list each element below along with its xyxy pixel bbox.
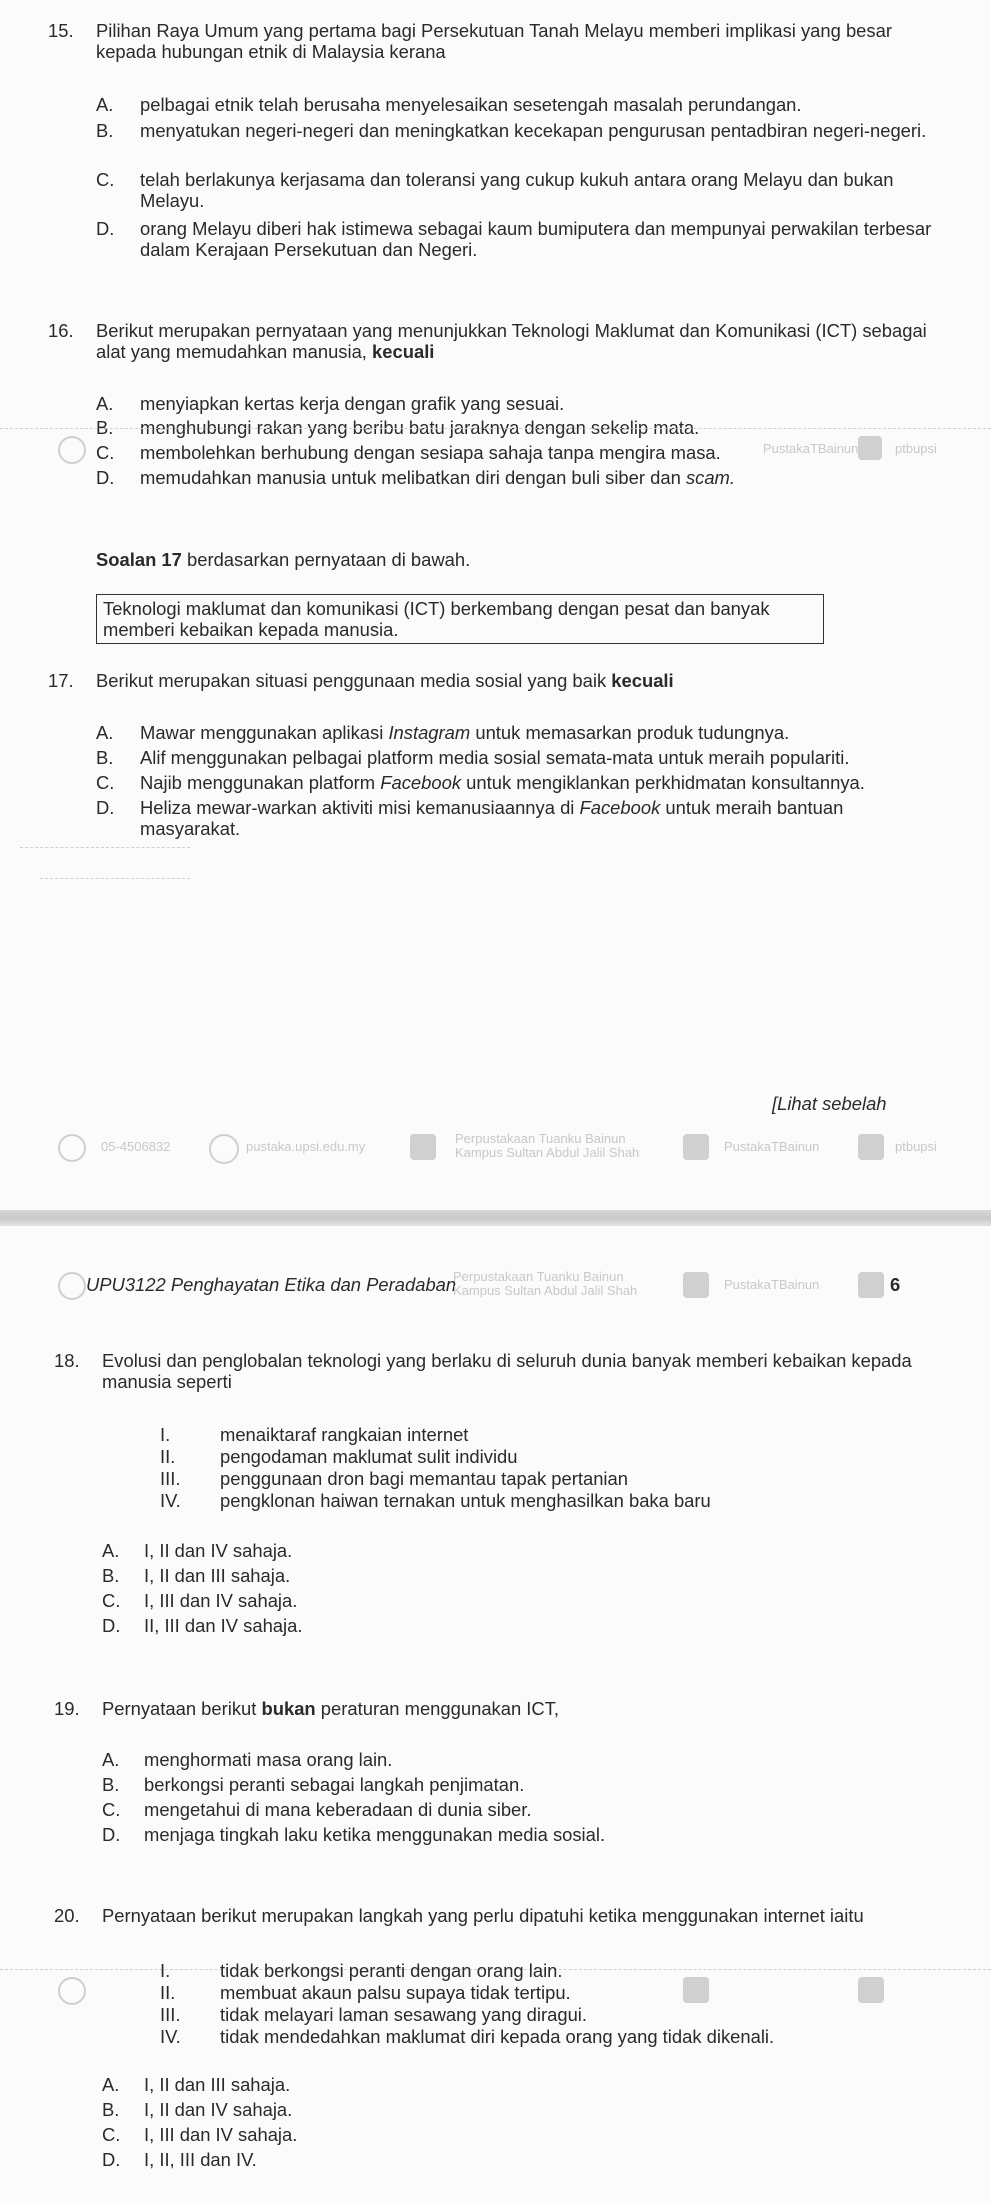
scan-artifact-line — [20, 847, 190, 848]
watermark-twitter: PustakaTBainun — [724, 1139, 820, 1154]
watermark-instagram: ptbupsi — [895, 1139, 937, 1154]
question-number: 17. — [48, 670, 74, 691]
question-number: 15. — [48, 20, 74, 41]
question-text: Berikut merupakan pernyataan yang menunjukkan Teknologi Maklumat dan Komunikasi (ICT) sebagai alat yang memudahkan manusia, kecuali — [96, 320, 927, 362]
phone-icon — [58, 1272, 86, 1300]
instagram-icon — [858, 1272, 884, 1298]
exam-page-5: 15. Pilihan Raya Umum yang pertama bagi Persekutuan Tanah Melayu memberi implikasi yang besar kepada hubungan etnik di Malaysia kerana A. pelbagai etnik telah berusaha menyelesaikan sesetengah masalah perundangan. B. menyatukan negeri-negeri dan meningkatkan kecekapan pengurusan pentadbiran negeri-negeri. C. telah berlakunya kerjasama dan toleransi yang cukup kukuh antara orang Melayu dan bukan Melayu. D. orang Melayu diberi hak istimewa sebagai kaum bumiputera dan mempunyai perwakilan terbesar dalam Kerajaan Persekutuan dan Negeri. 16. Berikut merupakan pernyataan yang menunjukkan Teknologi Maklumat dan Komunikasi (ICT) sebagai alat yang memudahkan manusia, kecuali A. menyiapkan kertas kerja dengan grafik yang sesuai. B. menghubungi rakan yang beribu batu jaraknya dengan sekelip mata. C. membolehkan berhubung dengan sesiapa sahaja tanpa mengira masa. D. memudahkan manusia untuk melibatkan diri dengan buli siber dan scam. PustakaTBainun ptbupsi Soalan 17 berdasarkan pernyataan di bawah. Teknologi maklumat dan komunikasi (ICT) berkembang dengan pesat dan banyak memberi kebaikan kepada manusia. 17. Berikut merupakan situasi penggunaan media sosial yang baik kecuali A. Mawar menggunakan aplikasi Instagram untuk memasarkan produk tudungnya. B. Alif menggunakan pelbagai platform media sosial semata-mata untuk meraih populariti. C. Najib menggunakan platform Facebook untuk mengiklankan perkhidmatan konsultannya. D. Heliza mewar-warkan aktiviti misi kemanusiaannya di Facebook untuk meraih bantuan masyarakat. [Lihat sebelah 05-4506832 pustaka.upsi.edu.my Perpustakaan Tuanku Bainun Kampus Sultan Abdul Jalil Shah PustakaTBainun ptbupsi — [0, 0, 991, 1210]
emphasis-word: kecuali — [372, 341, 435, 362]
watermark-text: PustakaTBainun — [763, 441, 859, 456]
exam-page-6: UPU3122 Penghayatan Etika dan Peradaban Perpustakaan Tuanku Bainun Kampus Sultan Abdul Jalil Shah PustakaTBainun 6 18. Evolusi dan penglobalan teknologi yang berlaku di seluruh dunia banyak memberi kebaikan kepada manusia seperti I. menaiktaraf rangkaian internet II. pengodaman maklumat sulit individu III. penggunaan dron bagi memantau tapak pertanian IV. pengklonan haiwan ternakan untuk menghasilkan baka baru A. I, II dan IV sahaja. B. I, II dan III sahaja. C. I, III dan IV sahaja. D. II, III dan IV sahaja. 19. Pernyataan berikut bukan peraturan menggunakan ICT, A. menghormati masa orang lain. B. berkongsi peranti sebagai langkah penjimatan. C. mengetahui di mana keberadaan di dunia siber. D. menjaga tingkah laku ketika menggunakan media sosial. 20. Pernyataan berikut merupakan langkah yang perlu dipatuhi ketika menggunakan internet iaitu I. tidak berkongsi peranti dengan orang lain. II. membuat akaun palsu supaya tidak tertipu. III. tidak melayari laman sesawang yang diragui. IV. tidak mendedahkan maklumat diri kepada orang yang tidak dikenali. A. I, II dan III sahaja. B. I, II dan IV sahaja. C. I, III dan IV sahaja. D. I, II, III dan IV. — [0, 1226, 991, 2203]
scan-artifact-line — [40, 878, 190, 879]
course-header: UPU3122 Penghayatan Etika dan Peradaban — [86, 1274, 457, 1295]
emphasis-word: kecuali — [611, 670, 674, 691]
question-number: 18. — [54, 1350, 80, 1371]
question-number: 19. — [54, 1698, 80, 1719]
instagram-icon — [858, 1977, 884, 2003]
phone-icon — [58, 436, 86, 464]
watermark-row — [0, 1130, 991, 1170]
facebook-icon — [410, 1134, 436, 1160]
twitter-icon — [683, 1272, 709, 1298]
question-text: Pernyataan berikut merupakan langkah yang perlu dipatuhi ketika menggunakan internet iaitu — [102, 1905, 864, 1926]
question-text: Berikut merupakan situasi penggunaan media sosial yang baik kecuali — [96, 670, 674, 691]
watermark-phone: 05-4506832 — [101, 1139, 171, 1154]
watermark-library: Perpustakaan Tuanku Bainun Kampus Sultan Abdul Jalil Shah — [455, 1131, 640, 1160]
question-number: 20. — [54, 1905, 80, 1926]
instagram-icon — [858, 436, 882, 460]
instagram-icon — [858, 1134, 884, 1160]
emphasis-word: bukan — [261, 1698, 316, 1719]
question-text: Pernyataan berikut bukan peraturan menggunakan ICT, — [102, 1698, 560, 1719]
stimulus-intro: Soalan 17 berdasarkan pernyataan di bawah. — [96, 549, 471, 570]
page-number: 6 — [890, 1274, 901, 1295]
twitter-icon — [683, 1134, 709, 1160]
globe-icon — [209, 1134, 239, 1164]
watermark-web: pustaka.upsi.edu.my — [246, 1139, 366, 1154]
phone-icon — [58, 1977, 86, 2005]
watermark-twitter: PustakaTBainun — [724, 1277, 820, 1292]
watermark-text: ptbupsi — [895, 441, 937, 456]
page-separator — [0, 1210, 991, 1226]
phone-icon — [58, 1134, 86, 1162]
question-text: Pilihan Raya Umum yang pertama bagi Persekutuan Tanah Melayu memberi implikasi yang besar kepada hubungan etnik di Malaysia kerana — [96, 20, 892, 62]
twitter-icon — [683, 1977, 709, 2003]
scan-artifact-line — [0, 428, 991, 429]
question-text: Evolusi dan penglobalan teknologi yang berlaku di seluruh dunia banyak memberi kebaikan kepada manusia seperti — [102, 1350, 912, 1392]
watermark-library: Perpustakaan Tuanku Bainun Kampus Sultan Abdul Jalil Shah — [453, 1269, 638, 1298]
stimulus-box: Teknologi maklumat dan komunikasi (ICT) berkembang dengan pesat dan banyak memberi kebaikan kepada manusia. — [96, 594, 824, 644]
question-number: 16. — [48, 320, 74, 341]
next-page-note: [Lihat sebelah — [772, 1093, 887, 1114]
